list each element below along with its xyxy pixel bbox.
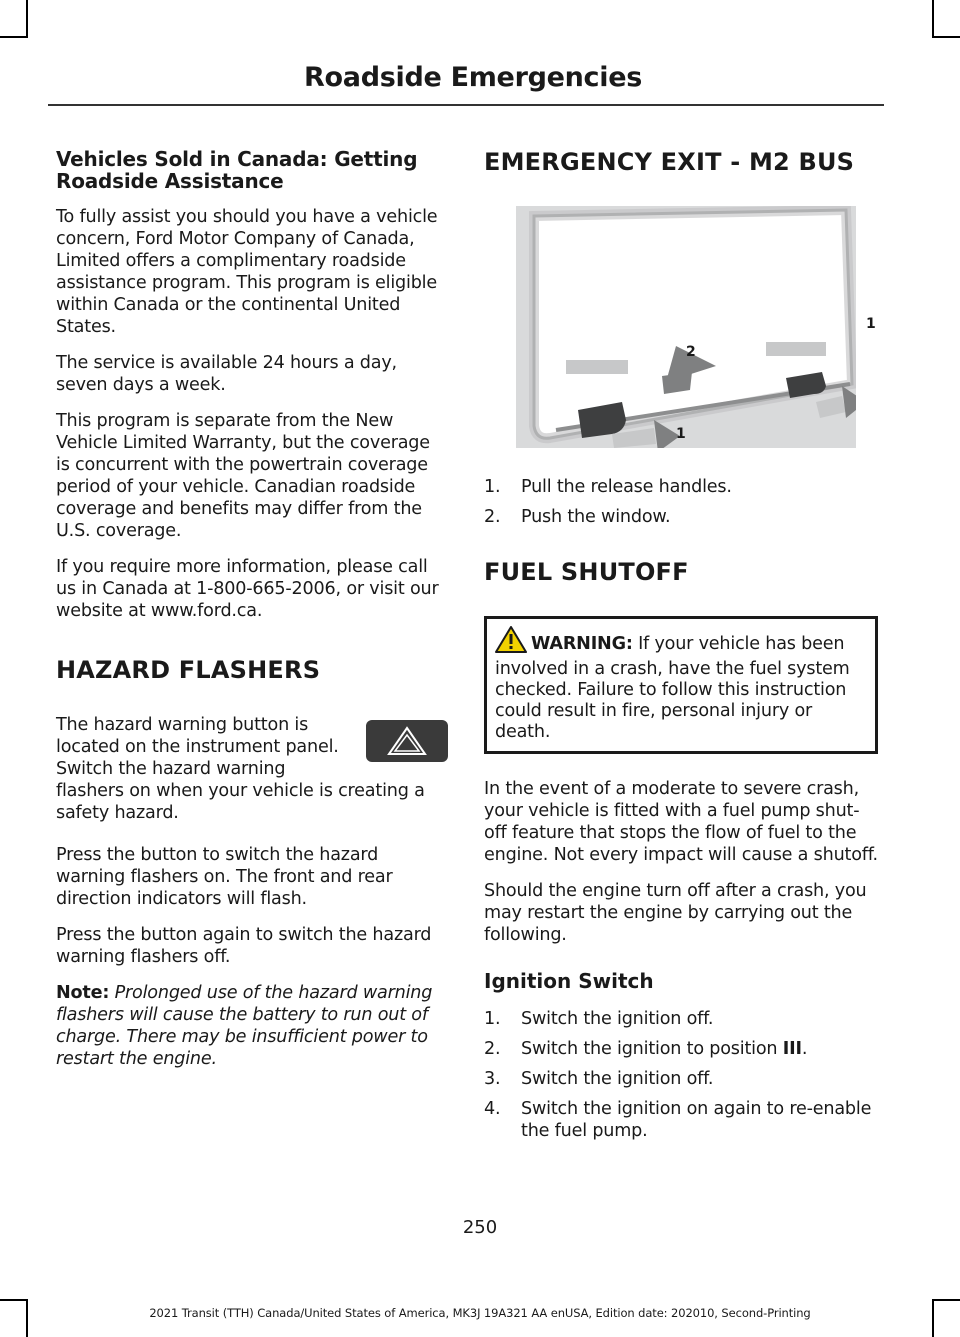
paragraph: The hazard warning button is located on the instrument panel. Switch the hazard warning flashers on when your vehicle is creating a safety hazard. xyxy=(56,715,425,823)
crop-mark xyxy=(932,36,960,38)
page-number: 250 xyxy=(462,1217,498,1238)
ignition-switch-heading: Ignition Switch xyxy=(484,969,654,993)
paragraph: Press the button to switch the hazard warning flashers on. The front and rear direction indicators will flash. xyxy=(56,845,393,909)
list-item: 2. Switch the ignition to position III. xyxy=(484,1039,808,1059)
warning-label: WARNING: xyxy=(531,634,633,654)
crop-mark xyxy=(26,0,28,38)
ignition-steps xyxy=(484,1008,878,1142)
left-column xyxy=(56,148,448,1084)
list-item: 2. Push the window. xyxy=(484,507,671,527)
crop-mark xyxy=(932,0,934,38)
note xyxy=(56,982,448,1070)
right-column xyxy=(484,148,878,1150)
canada-heading: Vehicles Sold in Canada: Getting Roadside Assistance xyxy=(56,147,418,193)
note-text: Prolonged use of the hazard warning flashers will cause the battery to run out of charge. There may be insufficient power to restart the engine. xyxy=(56,983,433,1069)
list-item: 1. Switch the ignition off. xyxy=(484,1009,714,1029)
warning-triangle-icon xyxy=(495,625,527,659)
crop-mark xyxy=(0,1299,28,1301)
hazard-block xyxy=(56,714,448,824)
paragraph: In the event of a moderate to severe crash, your vehicle is fitted with a fuel pump shut-off feature that stops the flow of fuel to the engine. Not every impact will cause a shutoff. xyxy=(484,779,878,865)
emergency-exit-illustration xyxy=(516,206,876,448)
list-item: 1. Pull the release handles. xyxy=(484,477,732,497)
emergency-exit-heading: EMERGENCY EXIT - M2 BUS xyxy=(484,148,855,176)
list-item: 3. Switch the ignition off. xyxy=(484,1069,714,1089)
crop-mark xyxy=(932,1299,960,1301)
callout-1: 1 xyxy=(676,426,686,442)
header-divider xyxy=(48,104,884,106)
exit-steps xyxy=(484,476,878,528)
paragraph: Press the button again to switch the hazard warning flashers off. xyxy=(56,925,432,967)
list-item: 4. Switch the ignition on again to re-enable the fuel pump. xyxy=(484,1099,872,1141)
note-label: Note: xyxy=(56,983,110,1003)
hazard-triangle-icon xyxy=(366,720,448,762)
warning-text: If your vehicle has been involved in a crash, have the fuel system checked. Failure to follow this instruction could result in fire, personal injury or death. xyxy=(495,634,850,742)
paragraph: The service is available 24 hours a day, seven days a week. xyxy=(56,353,397,395)
page-title: Roadside Emergencies xyxy=(304,62,642,93)
paragraph: If you require more information, please call us in Canada at 1-800-665-2006, or visit our website at www.ford.ca. xyxy=(56,557,439,621)
crop-mark xyxy=(0,36,28,38)
fuel-shutoff-heading: FUEL SHUTOFF xyxy=(484,558,689,586)
paragraph: To fully assist you should you have a vehicle concern, Ford Motor Company of Canada, Limited offers a complimentary roadside assistance program. This program is eligible within Canada or the continental United States. xyxy=(56,207,438,337)
callout-2: 2 xyxy=(686,344,696,360)
hazard-heading: HAZARD FLASHERS xyxy=(56,656,321,684)
edition-footer: 2021 Transit (TTH) Canada/United States of America, MK3J 19A321 AA enUSA, Edition date: 202010, Second-Printing xyxy=(149,1306,811,1320)
callout-1: 1 xyxy=(866,316,876,332)
warning-box xyxy=(484,616,878,754)
paragraph: This program is separate from the New Vehicle Limited Warranty, but the coverage is concurrent with the powertrain coverage period of your vehicle. Canadian roadside coverage and benefits may differ from the U.S. coverage. xyxy=(56,411,430,541)
paragraph: Should the engine turn off after a crash, you may restart the engine by carrying out the following. xyxy=(484,881,867,945)
